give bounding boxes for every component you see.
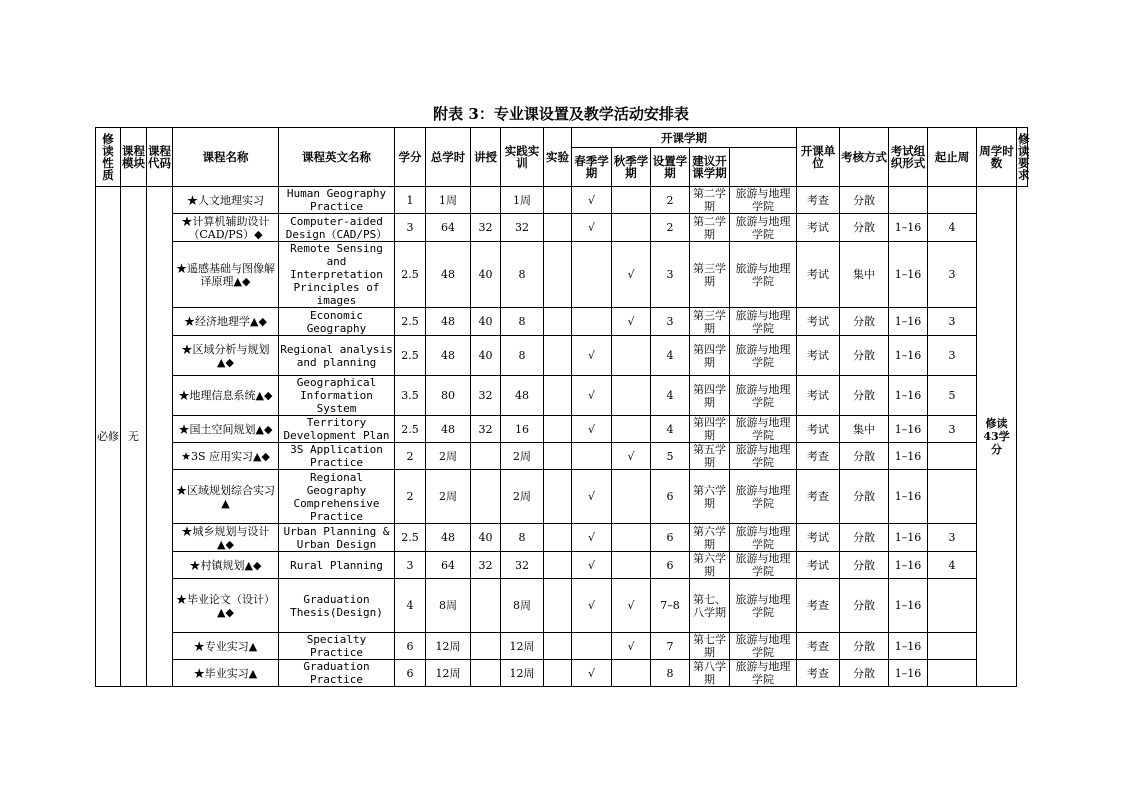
unit: 旅游与地理学院 [730,416,797,443]
suggested-term: 第七学期 [690,633,730,660]
experiment [544,579,572,633]
total-hours: 48 [426,416,471,443]
header-english-name: 课程英文名称 [279,128,395,187]
header-term-group: 开课学期 [572,128,797,148]
set-term: 4 [651,376,690,416]
experiment [544,214,572,242]
header-experiment: 实验 [544,128,572,187]
table-row [96,524,1028,552]
suggested-term: 第八学期 [690,660,730,687]
exam-method: 考查 [797,443,840,470]
exam-org: 分散 [840,660,889,687]
header-exam-org: 考试组织形式 [889,128,928,187]
table-row [96,470,1028,524]
experiment [544,660,572,687]
autumn-check [612,660,651,687]
english-name: Economic Geography [279,308,395,336]
lecture: 40 [471,524,501,552]
english-name: Graduation Thesis(Design) [279,579,395,633]
practice: 2周 [501,443,544,470]
autumn-check: √ [612,579,651,633]
weekly-hours [928,187,977,214]
table-row [96,187,1028,214]
weekly-hours: 3 [928,336,977,376]
credit: 2.5 [395,524,426,552]
set-term: 5 [651,443,690,470]
set-term: 4 [651,416,690,443]
unit: 旅游与地理学院 [730,376,797,416]
weekly-hours: 3 [928,416,977,443]
suggested-term: 第六学期 [690,524,730,552]
header-nature: 修读性质 [96,128,121,187]
practice: 32 [501,552,544,579]
table-row [96,336,1028,376]
suggested-term: 第四学期 [690,336,730,376]
header-autumn: 秋季学期 [612,148,651,187]
start-week: 1–16 [889,552,928,579]
table-body [96,187,1028,687]
lecture [471,579,501,633]
page-title: 附表 3：专业课设置及教学活动安排表 [433,105,689,123]
course-name: ★国土空间规划▲◆ [173,416,279,443]
weekly-hours: 5 [928,376,977,416]
total-hours: 12周 [426,633,471,660]
header-suggested-term: 建议开课学期 [690,148,730,187]
total-hours: 8周 [426,579,471,633]
practice: 48 [501,376,544,416]
total-hours: 48 [426,524,471,552]
practice: 8 [501,336,544,376]
course-name: ★村镇规划▲◆ [173,552,279,579]
autumn-check [612,552,651,579]
experiment [544,187,572,214]
weekly-hours: 3 [928,308,977,336]
english-name: Rural Planning [279,552,395,579]
set-term: 6 [651,470,690,524]
practice: 12周 [501,633,544,660]
exam-method: 考查 [797,633,840,660]
credit: 1 [395,187,426,214]
lecture [471,187,501,214]
lecture: 32 [471,376,501,416]
total-hours: 48 [426,242,471,308]
course-name: ★遥感基础与图像解译原理▲◆ [173,242,279,308]
credit: 6 [395,660,426,687]
exam-org: 分散 [840,470,889,524]
unit: 旅游与地理学院 [730,308,797,336]
practice: 2周 [501,470,544,524]
course-name: ★城乡规划与设计▲◆ [173,524,279,552]
total-hours: 48 [426,336,471,376]
english-name: Graduation Practice [279,660,395,687]
group-code [147,187,173,687]
total-hours: 1周 [426,187,471,214]
exam-method: 考试 [797,214,840,242]
practice: 16 [501,416,544,443]
header-module: 课程模块 [121,128,147,187]
start-week: 1–16 [889,308,928,336]
suggested-term: 第三学期 [690,308,730,336]
suggested-term: 第六学期 [690,470,730,524]
weekly-hours [928,579,977,633]
suggested-term: 第七、八学期 [690,579,730,633]
exam-org: 集中 [840,242,889,308]
weekly-hours: 3 [928,242,977,308]
practice: 8周 [501,579,544,633]
unit: 旅游与地理学院 [730,214,797,242]
autumn-check [612,214,651,242]
spring-check: √ [572,214,612,242]
suggested-term: 第五学期 [690,443,730,470]
total-hours: 2周 [426,443,471,470]
total-hours: 12周 [426,660,471,687]
weekly-hours [928,470,977,524]
header-requirement: 修读要求 [1017,128,1028,187]
english-name: Human Geography Practice [279,187,395,214]
practice: 8 [501,242,544,308]
english-name: Remote Sensing and Interpretation Principles of images [279,242,395,308]
start-week: 1–16 [889,443,928,470]
exam-org: 分散 [840,214,889,242]
unit: 旅游与地理学院 [730,336,797,376]
table-row [96,579,1028,633]
start-week: 1–16 [889,470,928,524]
credit: 3 [395,552,426,579]
exam-method: 考试 [797,308,840,336]
set-term: 2 [651,214,690,242]
exam-method: 考试 [797,242,840,308]
unit: 旅游与地理学院 [730,524,797,552]
experiment [544,524,572,552]
course-name: ★毕业论文（设计）▲◆ [173,579,279,633]
unit: 旅游与地理学院 [730,552,797,579]
credit: 2.5 [395,242,426,308]
exam-method: 考试 [797,336,840,376]
spring-check: √ [572,416,612,443]
autumn-check: √ [612,308,651,336]
group-nature: 必修 [96,187,121,687]
spring-check: √ [572,376,612,416]
header-weekly-hours: 周学时数 [977,128,1017,187]
experiment [544,242,572,308]
exam-org: 分散 [840,552,889,579]
unit: 旅游与地理学院 [730,242,797,308]
set-term: 8 [651,660,690,687]
exam-org: 分散 [840,579,889,633]
table-row [96,443,1028,470]
exam-method: 考查 [797,470,840,524]
header-credit: 学分 [395,128,426,187]
credit: 2 [395,443,426,470]
start-week: 1–16 [889,242,928,308]
set-term: 3 [651,242,690,308]
credit: 6 [395,633,426,660]
experiment [544,308,572,336]
suggested-term: 第二学期 [690,214,730,242]
start-week: 1–16 [889,376,928,416]
suggested-term: 第四学期 [690,376,730,416]
lecture: 40 [471,308,501,336]
start-week: 1–16 [889,579,928,633]
weekly-hours: 4 [928,214,977,242]
experiment [544,470,572,524]
course-name: ★毕业实习▲ [173,660,279,687]
exam-org: 分散 [840,308,889,336]
spring-check [572,633,612,660]
suggested-term: 第二学期 [690,187,730,214]
weekly-hours: 4 [928,552,977,579]
set-term: 6 [651,524,690,552]
english-name: Specialty Practice [279,633,395,660]
spring-check: √ [572,579,612,633]
header-unit: 开课单位 [797,128,840,187]
table-row [96,242,1028,308]
lecture: 32 [471,416,501,443]
total-hours: 48 [426,308,471,336]
start-week: 1–16 [889,633,928,660]
credit: 2.5 [395,416,426,443]
experiment [544,416,572,443]
lecture [471,660,501,687]
exam-org: 分散 [840,443,889,470]
experiment [544,443,572,470]
spring-check: √ [572,187,612,214]
total-hours: 2周 [426,470,471,524]
credit: 3.5 [395,376,426,416]
set-term: 4 [651,336,690,376]
exam-method: 考试 [797,416,840,443]
spring-check: √ [572,336,612,376]
exam-method: 考试 [797,524,840,552]
credit: 2 [395,470,426,524]
unit: 旅游与地理学院 [730,633,797,660]
set-term: 6 [651,552,690,579]
spring-check: √ [572,552,612,579]
unit: 旅游与地理学院 [730,579,797,633]
spring-check [572,443,612,470]
header-practice: 实践实训 [501,128,544,187]
spring-check: √ [572,524,612,552]
exam-method: 考查 [797,187,840,214]
set-term: 7 [651,633,690,660]
header-exam-method: 考核方式 [840,128,889,187]
english-name: Geographical Information System [279,376,395,416]
exam-org: 分散 [840,633,889,660]
exam-method: 考查 [797,660,840,687]
english-name: Regional Geography Comprehensive Practice [279,470,395,524]
course-schedule-table [95,127,1028,687]
course-name: ★计算机辅助设计（CAD/PS）◆ [173,214,279,242]
credit: 3 [395,214,426,242]
set-term: 2 [651,187,690,214]
table-row [96,214,1028,242]
lecture [471,443,501,470]
suggested-term: 第六学期 [690,552,730,579]
practice: 8 [501,524,544,552]
header-course-name: 课程名称 [173,128,279,187]
table-row [96,308,1028,336]
suggested-term: 第四学期 [690,416,730,443]
english-name: Urban Planning & Urban Design [279,524,395,552]
lecture: 32 [471,552,501,579]
autumn-check: √ [612,242,651,308]
lecture [471,470,501,524]
table-row [96,633,1028,660]
start-week [889,187,928,214]
weekly-hours: 3 [928,524,977,552]
weekly-hours [928,633,977,660]
lecture [471,633,501,660]
exam-org: 分散 [840,524,889,552]
table-row [96,660,1028,687]
autumn-check: √ [612,443,651,470]
credit: 2.5 [395,336,426,376]
autumn-check [612,524,651,552]
spring-check [572,308,612,336]
practice: 12周 [501,660,544,687]
exam-org: 分散 [840,376,889,416]
spring-check: √ [572,660,612,687]
table-row [96,376,1028,416]
set-term: 3 [651,308,690,336]
course-name: ★地理信息系统▲◆ [173,376,279,416]
autumn-check [612,187,651,214]
total-hours: 64 [426,214,471,242]
experiment [544,633,572,660]
exam-org: 分散 [840,336,889,376]
english-name: Regional analysis and planning [279,336,395,376]
course-name: ★人文地理实习 [173,187,279,214]
autumn-check [612,470,651,524]
spring-check: √ [572,470,612,524]
autumn-check [612,376,651,416]
exam-method: 考试 [797,376,840,416]
total-hours: 80 [426,376,471,416]
header-set-term: 设置学期 [651,148,690,187]
exam-method: 考试 [797,552,840,579]
english-name: Territory Development Plan [279,416,395,443]
lecture: 32 [471,214,501,242]
start-week: 1–16 [889,214,928,242]
set-term: 7–8 [651,579,690,633]
header-code: 课程代码 [147,128,173,187]
weekly-hours [928,660,977,687]
start-week: 1–16 [889,524,928,552]
exam-org: 集中 [840,416,889,443]
start-week: 1–16 [889,660,928,687]
credit: 4 [395,579,426,633]
unit: 旅游与地理学院 [730,443,797,470]
practice: 8 [501,308,544,336]
unit: 旅游与地理学院 [730,470,797,524]
practice: 1周 [501,187,544,214]
total-hours: 64 [426,552,471,579]
header-spring: 春季学期 [572,148,612,187]
autumn-check [612,336,651,376]
autumn-check: √ [612,633,651,660]
lecture: 40 [471,336,501,376]
course-name: ★专业实习▲ [173,633,279,660]
course-name: ★3S 应用实习▲◆ [173,443,279,470]
english-name: Computer-aided Design（CAD/PS） [279,214,395,242]
group-requirement: 修读43学分 [977,187,1017,687]
header-lecture: 讲授 [471,128,501,187]
exam-org: 分散 [840,187,889,214]
header-total-hours: 总学时 [426,128,471,187]
credit: 2.5 [395,308,426,336]
suggested-term: 第三学期 [690,242,730,308]
table-row [96,416,1028,443]
unit: 旅游与地理学院 [730,187,797,214]
weekly-hours [928,443,977,470]
header-start-week: 起止周 [928,128,977,187]
course-name: ★区域规划综合实习▲ [173,470,279,524]
experiment [544,336,572,376]
experiment [544,376,572,416]
start-week: 1–16 [889,336,928,376]
table-row [96,552,1028,579]
start-week: 1–16 [889,416,928,443]
lecture: 40 [471,242,501,308]
unit: 旅游与地理学院 [730,660,797,687]
group-module: 无 [121,187,147,687]
experiment [544,552,572,579]
spring-check [572,242,612,308]
english-name: 3S Application Practice [279,443,395,470]
exam-method: 考查 [797,579,840,633]
practice: 32 [501,214,544,242]
course-name: ★区域分析与规划▲◆ [173,336,279,376]
autumn-check [612,416,651,443]
course-name: ★经济地理学▲◆ [173,308,279,336]
